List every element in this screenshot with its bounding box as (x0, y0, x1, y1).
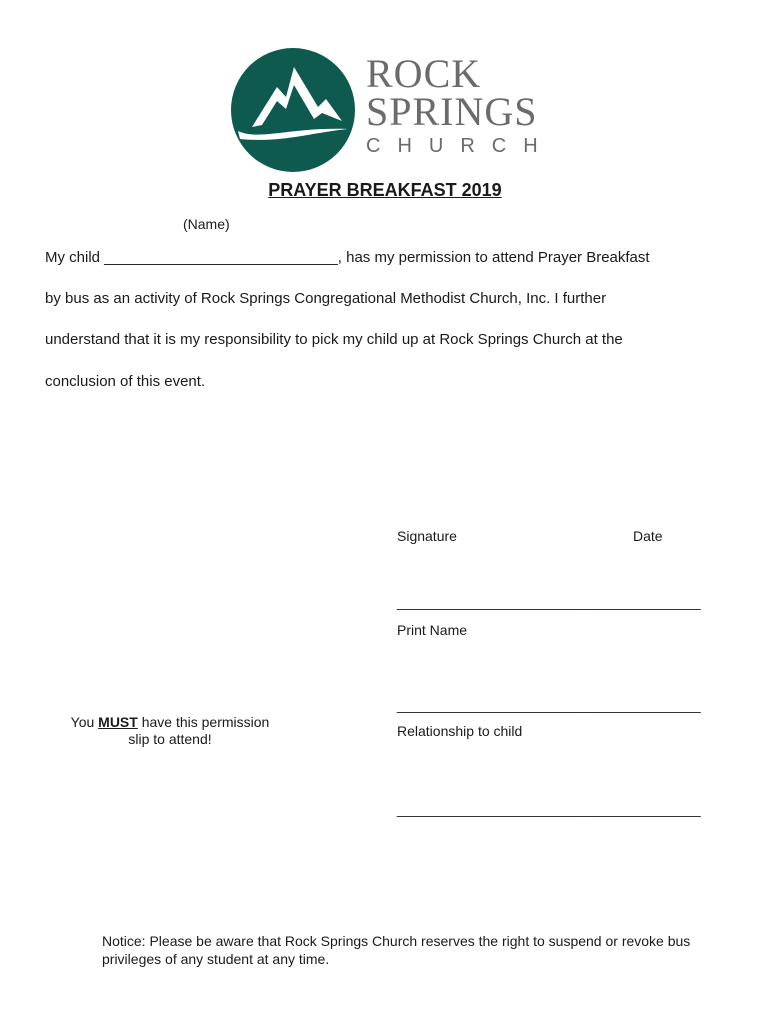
must-emphasis: MUST (98, 714, 138, 730)
permission-line-2: by bus as an activity of Rock Springs Congregational Methodist Church, Inc. I further (45, 290, 607, 307)
mountain-logo-icon (230, 45, 356, 175)
must-suffix: have this permission (137, 714, 270, 730)
signature-label: Signature (397, 528, 457, 544)
print-name-line[interactable]: _______________________________________ (397, 697, 701, 713)
name-label: (Name) (183, 216, 230, 232)
logo-wordmark (366, 51, 555, 158)
must-line-2: slip to attend! (128, 731, 212, 747)
permission-line-3: understand that it is my responsibility to pick my child up at Rock Springs Church at the (45, 331, 623, 348)
church-logo (230, 45, 555, 175)
must-notice (55, 714, 285, 748)
logo-springs: SPRINGS (366, 89, 538, 134)
must-prefix: You (70, 714, 99, 730)
relationship-label: Relationship to child (397, 723, 523, 739)
permission-line-4: conclusion of this event. (45, 373, 206, 390)
logo-rock: ROCK (366, 51, 482, 96)
signature-line[interactable]: _______________________________________ (397, 594, 701, 610)
logo-church: CHURCH (366, 135, 555, 157)
date-label: Date (633, 528, 663, 544)
bus-notice: Notice: Please be aware that Rock Springs Church reserves the right to suspend or revoke bus privileges of any student at any time. (102, 933, 691, 967)
page-title: PRAYER BREAKFAST 2019 (268, 180, 502, 200)
relationship-line[interactable]: _______________________________________ (397, 801, 701, 817)
print-name-label: Print Name (397, 622, 468, 638)
permission-line-1: My child ____________________________, has my permission to attend Prayer Breakfast (45, 249, 650, 266)
